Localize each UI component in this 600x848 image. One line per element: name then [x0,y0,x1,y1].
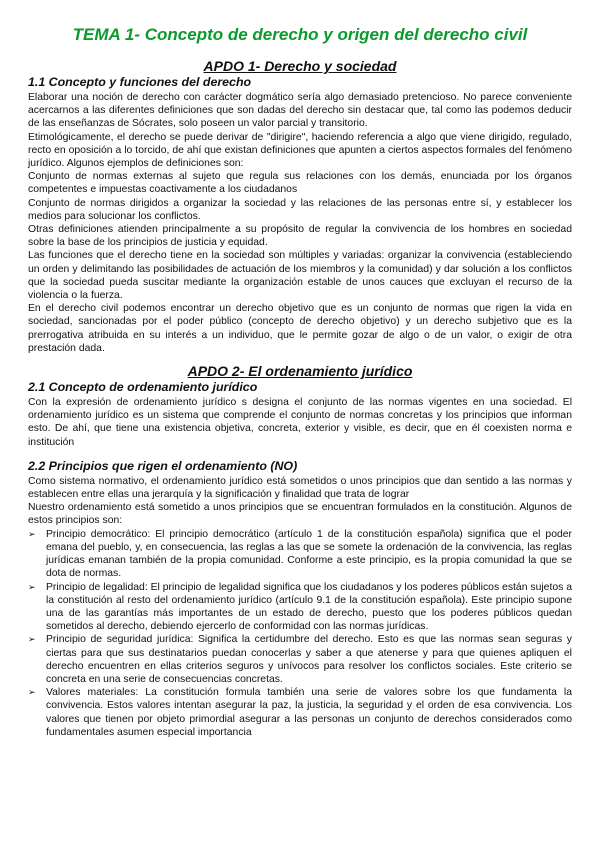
list-item [28,581,572,634]
list-item-text: Principio de legalidad: El principio de legalidad significa que los ciudadanos y los poderes públicos están sujetos a la constitución al resto del ordenamiento jurídico (artículo 9.1 de la constitución española). Este principio supone una de las garantías más importantes de un estado de derecho, puesto que los poderes públicos quedan sometidos al derecho, debiendo ejercerlo de conformidad con las normas jurídicas. [46,581,572,633]
paragraph: Como sistema normativo, el ordenamiento jurídico está sometidos o unos principios que dan sentido a las normas y establecen entre ellas una jerarquía y la significación y finalidad que trata de lograr [28,475,572,501]
list-item-text: Principio de seguridad jurídica: Significa la certidumbre del derecho. Esto es que las normas sean seguras y ciertas para que sus destinatarios puedan conocerlas y saber a que atenerse y para que quienes apliquen el derecho encuentren en ellas criterios seguros y unívocos para resolver los conflictos sociales. Este criterio se concreta en una serie de consecuencias concretas. [46,634,572,685]
paragraph: Conjunto de normas dirigidos a organizar la sociedad y las relaciones de las personas entre sí, y establecer los medios para solucionar los conflictos. [28,197,572,222]
list-item-text: Principio democrático: El principio democrático (artículo 1 de la constitución española) significa que el poder emana del pueblo, y, en consecuencia, las reglas a las que se somete la ordenación de la convivencia, las reglas jurídicas emanan también de la propia comunidad. Conforme a este principio, es la propia comunidad la que se dota de normas. [46,528,572,580]
arrow-bullet-icon: ➢ [28,581,36,592]
paragraph: Elaborar una noción de derecho con carácter dogmático sería algo demasiado pretencioso. No parece conveniente acercarnos a las diferentes definiciones que son dadas del derecho sin destacar que, tal como las podemos deducir de las enseñanzas de Sócrates, solo poseen un valor parcial y transitorio. [28,92,572,130]
subsection-2-2-heading: 2.2 Principios que rigen el ordenamiento (NO) [28,458,298,473]
subsection-2-1-heading: 2.1 Concepto de ordenamiento jurídico [28,380,258,395]
paragraph: Nuestro ordenamiento está sometido a unos principios que se encuentran formulados en la constitución. Algunos de estos principios son: [28,502,572,527]
subsection-1-1-heading: 1.1 Concepto y funciones del derecho [28,75,252,89]
paragraph: Con la expresión de ordenamiento jurídico s designa el conjunto de las normas vigentes en una sociedad. El ordenamiento jurídico es un sistema que comprende el conjunto de normas concretas y los principios que informan esto. De ahí, que tiene una existencia objetiva, concreta, exterior y visible, es decir, que en él coexisten norma e institución [28,397,572,448]
list-item [28,633,572,686]
list-item [28,686,572,739]
arrow-bullet-icon: ➢ [28,528,36,539]
arrow-bullet-icon: ➢ [28,687,36,698]
paragraph: Conjunto de normas externas al sujeto que regula sus relaciones con los demás, enunciada por los órganos competentes e impuestas coactivamente a los ciudadanos [28,171,572,196]
paragraph: Otras definiciones atienden principalmente a su propósito de regular la convivencia de los hombres en sociedad sobre la base de los principios de justicia y equidad. [28,224,572,249]
arrow-bullet-icon: ➢ [28,634,36,645]
paragraph: Etimológicamente, el derecho se puede derivar de "dirigire", haciendo referencia a algo que viene dirigido, regulado, recto en oposición a lo torcido, de ahí que existan definiciones que apunten a ciertos aspectos formales del fenómeno jurídico. Algunos ejemplos de definiciones son: [28,131,572,170]
list-item-text: Valores materiales: La constitución formula también una serie de valores sobre los que fundamenta la convivencia. Estos valores intentan asegurar la paz, la justicia, la seguridad y el orden de esa convivencia. Los valores que tienen por objeto primordial asegurar a las personas un conjunto de derechos considerados como fundamentales asumen especial importancia [46,687,572,738]
paragraph: Las funciones que el derecho tiene en la sociedad son múltiples y variadas: organizar la convivencia (estableciendo un orden y delimitando las posibilidades de actuación de los miembros y la comunidad) y dar solución a los conflictos que la sociedad pueda suscitar mediante la organización estable de unos cauces que excluyan el recurso de la violencia o la fuerza. [28,250,572,302]
section-1-heading: APDO 1- Derecho y sociedad [203,58,397,74]
principles-list [28,528,572,739]
list-item [28,528,572,581]
document-title: TEMA 1- Concepto de derecho y origen del derecho civil [72,25,528,44]
section-2-heading: APDO 2- El ordenamiento jurídico [187,363,413,380]
paragraph: En el derecho civil podemos encontrar un derecho objetivo que es un conjunto de normas que rigen la vida en sociedad, sancionadas por el poder público (concepto de derecho objetivo) y un derecho subjetivo que es la prerrogativa atribuida en su interés a un individuo, que le permite gozar de algo o de un valor, o exigir de otra prestación dada. [28,303,572,354]
